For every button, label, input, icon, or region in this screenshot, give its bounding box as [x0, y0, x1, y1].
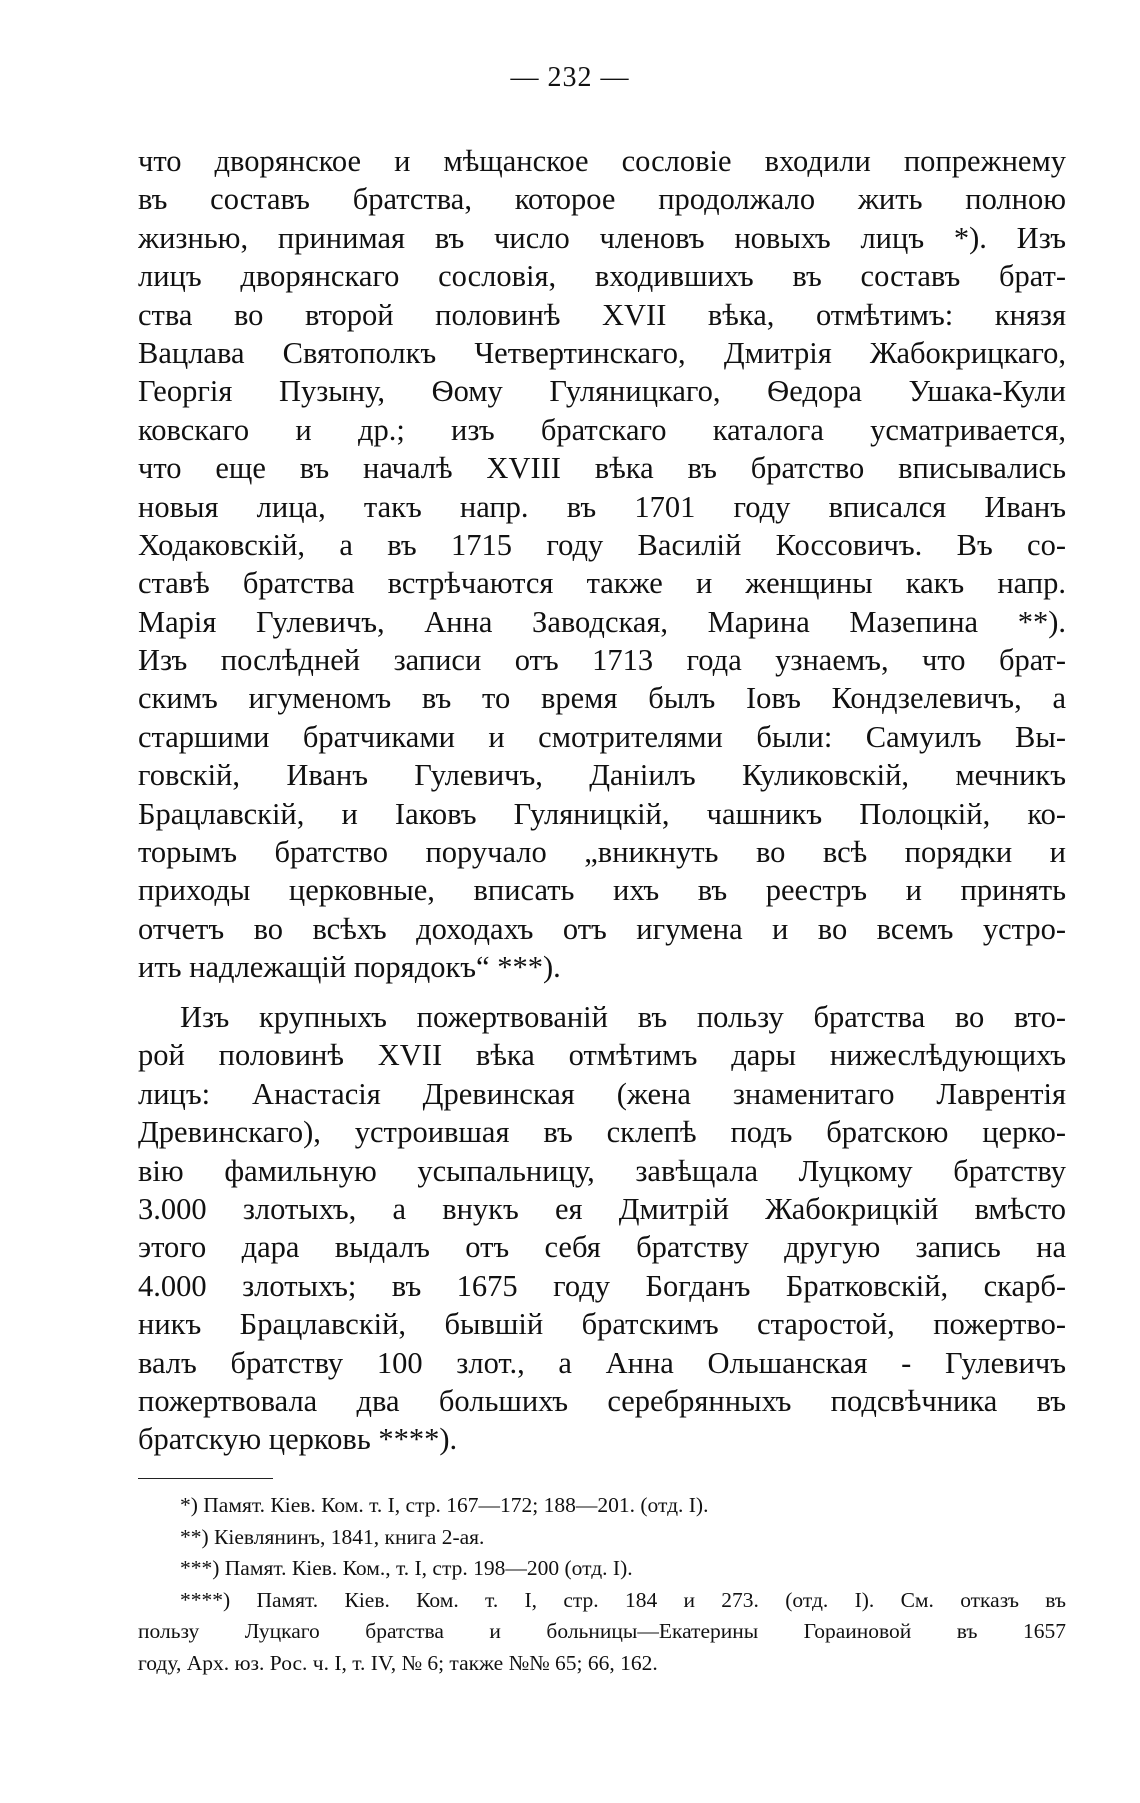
text-line: Древинскаго), устроившая въ склепѣ подъ братскою церко-	[138, 1115, 1066, 1150]
text-line: скимъ игуменомъ въ то время былъ Іовъ Кондзелевичъ, а	[138, 681, 1066, 716]
text-line: пожертвовала два большихъ серебрянныхъ подсвѣчника въ	[138, 1383, 1066, 1418]
footnote-4-continued: году, Арх. юз. Рос. ч. I, т. IV, № 6; также №№ 65; 66, 162.	[138, 1650, 658, 1675]
text-line: 3.000 злотыхъ, а внукъ ея Дмитрій Жабокрицкій вмѣсто	[138, 1191, 1066, 1226]
text-line: ковскаго и др.; изъ братскаго каталога усматривается,	[138, 412, 1066, 447]
footnote-2: **) Кіевлянинъ, 1841, книга 2-ая.	[180, 1524, 485, 1549]
text-line: въ составъ братства, которое продолжало жить полною	[138, 182, 1066, 217]
footnote-divider	[138, 1478, 273, 1479]
text-line: ить надлежащій порядокъ“ ***).	[138, 950, 561, 985]
text-line: Ходаковскій, а въ 1715 году Василій Коссовичъ. Въ со-	[138, 527, 1066, 562]
text-line: Марія Гулевичъ, Анна Заводская, Марина Мазепина **).	[138, 604, 1066, 639]
text-line: жизнью, принимая въ число членовъ новыхъ лицъ *). Изъ	[138, 220, 1066, 255]
paragraph-1	[138, 142, 1066, 987]
text-line: отчетъ во всѣхъ доходахъ отъ игумена и во всемъ устро-	[138, 911, 1066, 946]
footnotes	[138, 1490, 1066, 1679]
paragraph-2	[138, 998, 1066, 1459]
text-line: рой половинѣ XVII вѣка отмѣтимъ дары нижеслѣдующихъ	[138, 1038, 1066, 1073]
text-line: вію фамильную усыпальницу, завѣщала Луцкому братству	[138, 1153, 1066, 1188]
text-line: Георгія Пузыну, Ѳому Гуляницкаго, Ѳедора Ушака-Кули	[138, 374, 1066, 409]
footnote-4-continued: пользу Луцкаго братства и больницы—Екатерины Гораиновой въ 1657	[138, 1619, 1066, 1643]
footnote-4: ****) Памят. Кіев. Ком. т. I, стр. 184 и 273. (отд. I). См. отказъ въ	[180, 1587, 1066, 1612]
text-line: этого дара выдалъ отъ себя братству другую запись на	[138, 1230, 1066, 1265]
text-line: никъ Брацлавскій, бывшій братскимъ старостой, пожертво-	[138, 1307, 1066, 1342]
text-line: Изъ послѣдней записи отъ 1713 года узнаемъ, что брат-	[138, 643, 1066, 678]
page-number: — 232 —	[510, 62, 630, 93]
text-line: ставѣ братства встрѣчаются также и женщины какъ напр.	[138, 566, 1066, 601]
text-line: братскую церковь ****).	[138, 1422, 458, 1457]
text-line: лицъ дворянскаго сословія, входившихъ въ составъ брат-	[138, 259, 1066, 294]
text-line: что дворянское и мѣщанское сословіе входили попрежнему	[138, 144, 1066, 178]
text-line: Изъ крупныхъ пожертвованій въ пользу братства во вто-	[180, 1000, 1066, 1034]
text-line: Брацлавскій, и Іаковъ Гуляницкій, чашникъ Полоцкій, ко-	[138, 796, 1066, 831]
text-line: ства во второй половинѣ XVII вѣка, отмѣтимъ: князя	[138, 297, 1066, 332]
footnote-3: ***) Памят. Кіев. Ком., т. I, стр. 198—200 (отд. I).	[180, 1556, 633, 1580]
text-line: 4.000 злотыхъ; въ 1675 году Богданъ Братковскій, скарб-	[138, 1268, 1066, 1303]
text-line: торымъ братство поручало „вникнуть во всѣ порядки и	[138, 835, 1066, 870]
text-line: Вацлава Святополкъ Четвертинскаго, Дмитрія Жабокрицкаго,	[138, 335, 1066, 370]
text-line: новыя лица, такъ напр. въ 1701 году вписался Иванъ	[138, 489, 1066, 524]
text-line: валъ братству 100 злот., а Анна Ольшанская - Гулевичъ	[138, 1345, 1066, 1380]
text-line: приходы церковные, вписать ихъ въ реестръ и принять	[138, 873, 1066, 908]
text-line: что еще въ началѣ XVIII вѣка въ братство вписывались	[138, 451, 1066, 486]
text-line: говскій, Иванъ Гулевичъ, Даніилъ Куликовскій, мечникъ	[138, 758, 1066, 793]
footnote-1: *) Памят. Кіев. Ком. т. I, стр. 167—172; 188—201. (отд. I).	[180, 1493, 709, 1517]
text-line: старшими братчиками и смотрителями были: Самуилъ Вы-	[138, 719, 1066, 754]
text-line: лицъ: Анастасія Древинская (жена знаменитаго Лаврентія	[138, 1076, 1066, 1111]
